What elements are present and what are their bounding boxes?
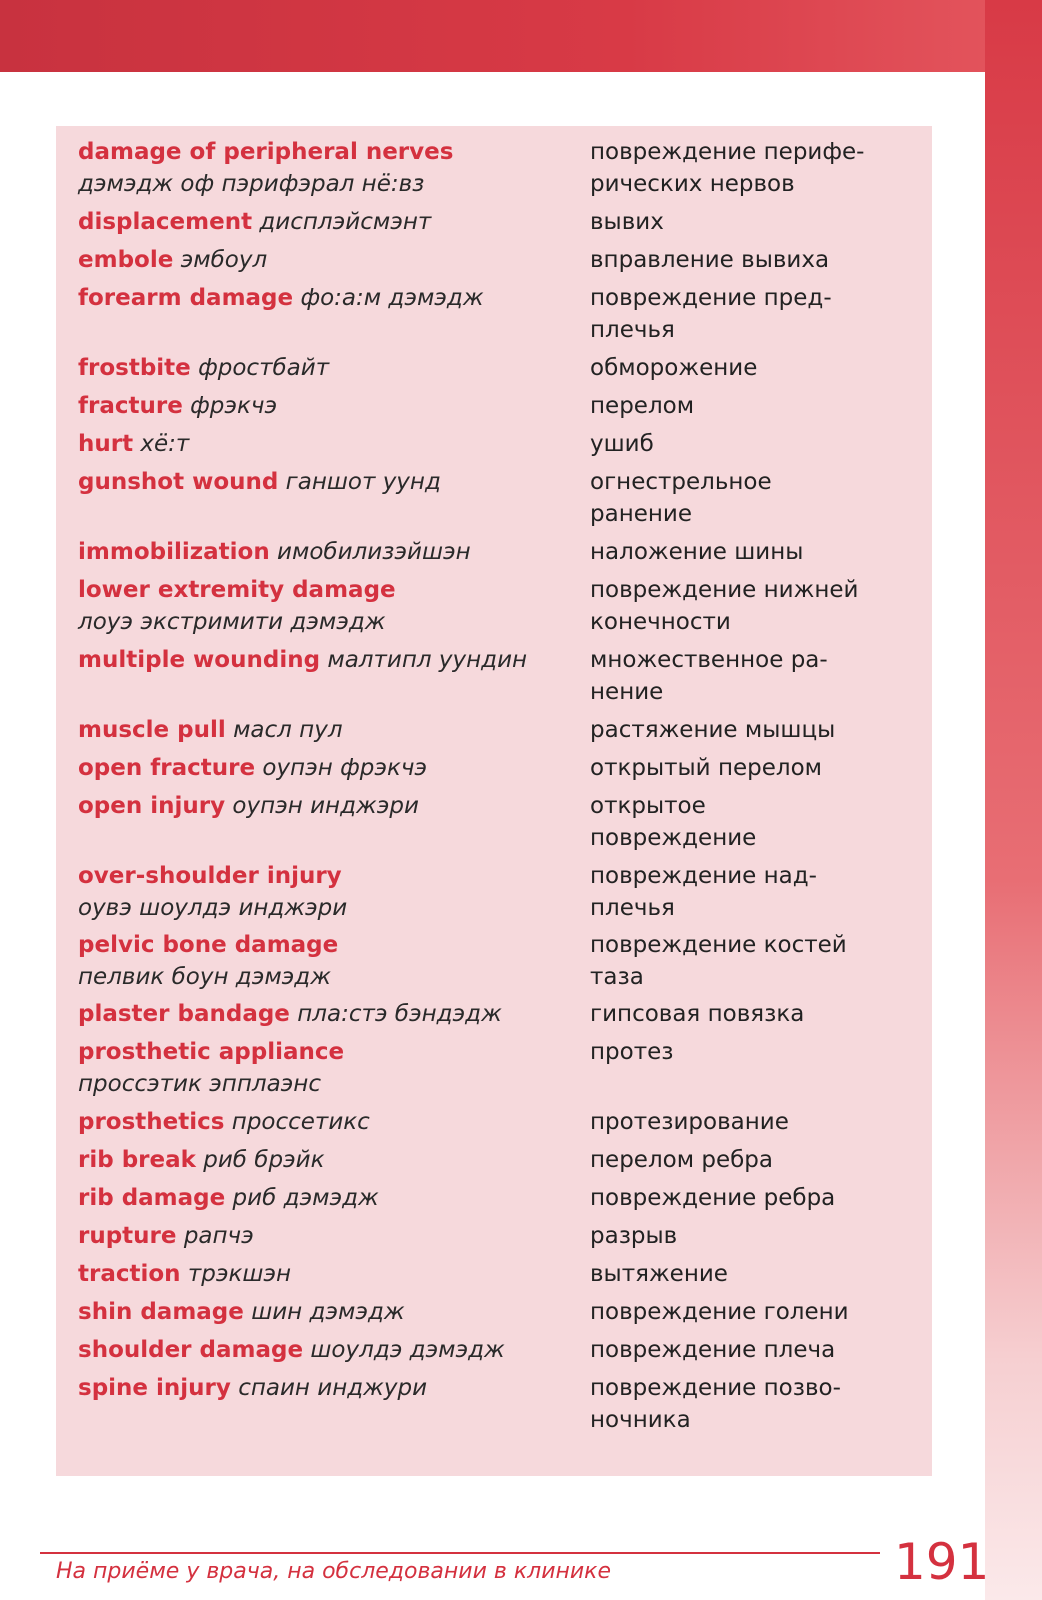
transcription: дэмэдж оф пэрифэрал нё:вз	[78, 171, 425, 197]
russian-translation: гипсовая повязка	[590, 1001, 805, 1027]
transcription: шоулдэ дэмэдж	[310, 1337, 505, 1363]
english-term: over-shoulder injury	[78, 863, 342, 889]
russian-translation: вправление вывиха	[590, 247, 830, 273]
russian-translation: повреждение плеча	[590, 1337, 836, 1363]
english-term: prosthetics	[78, 1109, 225, 1135]
footer-divider	[40, 1552, 880, 1554]
transcription: масл пул	[233, 717, 343, 743]
english-term: shin damage	[78, 1299, 244, 1325]
transcription: оупэн инджэри	[232, 793, 419, 819]
transcription: фо:а:м дэмэдж	[300, 285, 484, 311]
transcription: лоуэ экстримити дэмэдж	[78, 609, 386, 635]
russian-translation: протез	[590, 1039, 674, 1065]
english-term: open fracture	[78, 755, 256, 781]
transcription: эмбоул	[180, 247, 268, 273]
transcription: малтипл уундин	[327, 647, 528, 673]
russian-translation: перелом ребра	[590, 1147, 774, 1173]
russian-translation: открытое повреждение	[590, 793, 757, 851]
english-term: damage of peripheral nerves	[78, 139, 454, 165]
english-term: shoulder damage	[78, 1337, 304, 1363]
english-term: spine injury	[78, 1375, 231, 1401]
transcription: дисплэйсмэнт	[259, 209, 432, 235]
russian-translation: разрыв	[590, 1223, 678, 1249]
transcription: трэкшэн	[187, 1261, 292, 1287]
transcription: рапчэ	[183, 1223, 254, 1249]
page-number: 191	[894, 1533, 990, 1591]
russian-translation: протезирование	[590, 1109, 789, 1135]
russian-translation: множественное ра- нение	[590, 647, 828, 705]
russian-translation: открытый перелом	[590, 755, 822, 781]
english-term: forearm damage	[78, 285, 294, 311]
transcription: имобилизэйшэн	[277, 539, 471, 565]
transcription: риб дэмэдж	[232, 1185, 379, 1211]
russian-translation: повреждение позво- ночника	[590, 1375, 841, 1433]
footer-section-title: На приёме у врача, на обследовании в клинике	[56, 1559, 611, 1584]
transcription: проссэтик эпплаэнс	[78, 1071, 321, 1097]
english-term: pelvic bone damage	[78, 932, 339, 958]
russian-translation: обморожение	[590, 355, 758, 381]
english-term: hurt	[78, 431, 134, 457]
english-term: open injury	[78, 793, 226, 819]
russian-translation: огнестрельное ранение	[590, 469, 772, 527]
english-term: lower extremity damage	[78, 577, 396, 603]
transcription: оувэ шоулдэ инджэри	[78, 895, 348, 921]
english-term: prosthetic appliance	[78, 1039, 345, 1065]
transcription: проссетикс	[231, 1109, 370, 1135]
russian-translation: повреждение над- плечья	[590, 863, 817, 921]
english-term: traction	[78, 1261, 181, 1287]
vocabulary-panel	[56, 126, 932, 1476]
transcription: пла:стэ бэндэдж	[297, 1001, 502, 1027]
english-term: immobilization	[78, 539, 270, 565]
transcription: пелвик боун дэмэдж	[78, 964, 331, 990]
english-term: rupture	[78, 1223, 177, 1249]
transcription: оупэн фрэкчэ	[262, 755, 428, 781]
russian-translation: наложение шины	[590, 539, 804, 565]
english-term: rib damage	[78, 1185, 226, 1211]
russian-translation: вытяжение	[590, 1261, 728, 1287]
english-term: fracture	[78, 393, 183, 419]
transcription: спаин инджури	[238, 1375, 428, 1401]
english-term: rib break	[78, 1147, 196, 1173]
english-term: multiple wounding	[78, 647, 321, 673]
russian-translation: повреждение голени	[590, 1299, 849, 1325]
transcription: фрэкчэ	[190, 393, 278, 419]
transcription: шин дэмэдж	[251, 1299, 405, 1325]
russian-translation: перелом	[590, 393, 695, 419]
russian-translation: растяжение мышцы	[590, 717, 836, 743]
english-term: muscle pull	[78, 717, 226, 743]
russian-translation: повреждение костей таза	[590, 932, 847, 990]
english-term: embole	[78, 247, 174, 273]
transcription: риб брэйк	[203, 1147, 325, 1173]
russian-translation: повреждение нижней конечности	[590, 577, 859, 635]
english-term: frostbite	[78, 355, 191, 381]
right-red-band	[985, 0, 1042, 1600]
russian-translation: вывих	[590, 209, 664, 235]
english-term: displacement	[78, 209, 253, 235]
russian-translation: повреждение перифе- рических нервов	[590, 139, 865, 197]
english-term: plaster bandage	[78, 1001, 290, 1027]
transcription: ганшот уунд	[285, 469, 441, 495]
russian-translation: ушиб	[590, 431, 654, 457]
transcription: фростбайт	[198, 355, 330, 381]
russian-translation: повреждение пред- плечья	[590, 285, 832, 343]
transcription: хё:т	[140, 431, 190, 457]
english-term: gunshot wound	[78, 469, 279, 495]
top-red-band	[0, 0, 1042, 72]
russian-translation: повреждение ребра	[590, 1185, 836, 1211]
